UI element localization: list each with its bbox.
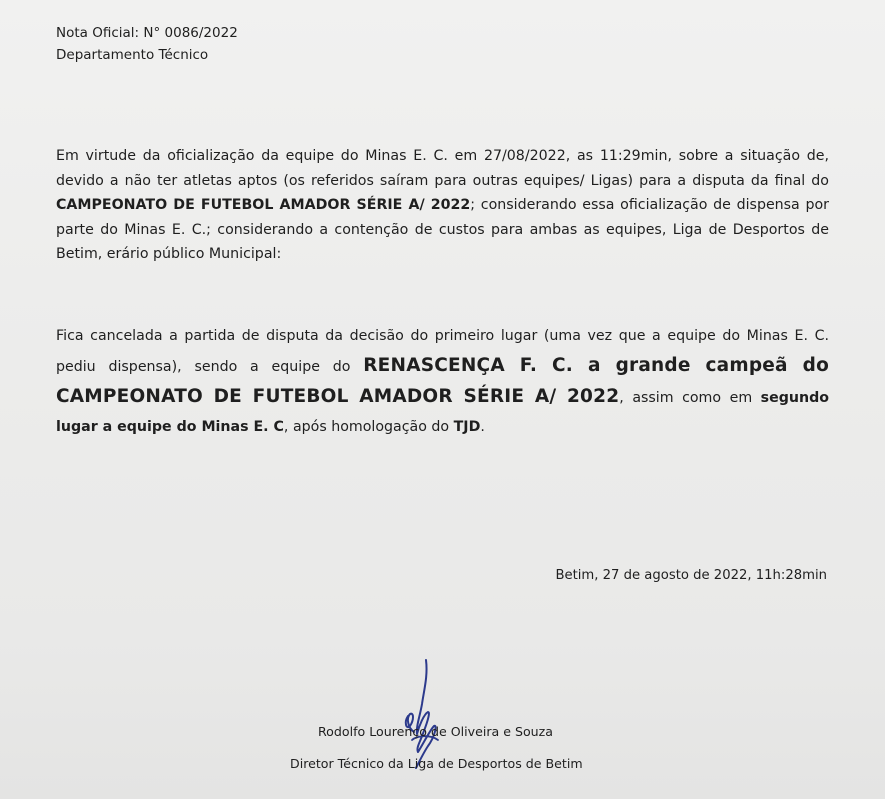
paragraph-context — [56, 144, 829, 267]
second-place-text: segundo lugar a equipe do Minas E. C — [56, 390, 829, 435]
date-line: Betim, 27 de agosto de 2022, 11h:28min — [555, 568, 827, 583]
championship-name: CAMPEONATO DE FUTEBOL AMADOR SÉRIE A/ 2022 — [56, 197, 471, 214]
paragraph-decision — [56, 322, 829, 442]
champion-announcement: RENASCENÇA F. C. a grande campeã do CAMPEONATO DE FUTEBOL AMADOR SÉRIE A/ 2022 — [56, 355, 829, 407]
paragraph-decision-text-a: Fica cancelada a partida de disputa da decisão do primeiro lugar (uma vez que a equipe do Minas E. C. pediu dispensa), sendo a equipe do — [56, 328, 829, 375]
note-number: Nota Oficial: N° 0086/2022 — [56, 25, 238, 41]
paragraph-decision-text-d: . — [480, 419, 485, 435]
signatory-name: Rodolfo Lourenço de Oliveira e Souza — [318, 724, 553, 739]
signatory-role: Diretor Técnico da Liga de Desportos de Betim — [290, 756, 583, 771]
paragraph-decision-text-b: , assim como em — [619, 390, 761, 406]
paragraph-context-text-b: ; considerando essa oficialização de dispensa por parte do Minas E. C.; considerando a contenção de custos para ambas as equipes, Liga de Desportos de Betim, erário público Municipal: — [56, 197, 829, 263]
document-header — [56, 22, 238, 66]
paragraph-decision-text-c: , após homologação do — [283, 419, 454, 435]
paragraph-context-text-a: Em virtude da oficialização da equipe do Minas E. C. em 27/08/2022, as 11:29min, sobre a situação de, devido a não ter atletas aptos (os referidos saíram para outras equipes/ Ligas) para a disputa da final do — [56, 148, 829, 189]
department-name: Departamento Técnico — [56, 47, 209, 63]
tjd-text: TJD — [453, 419, 481, 435]
